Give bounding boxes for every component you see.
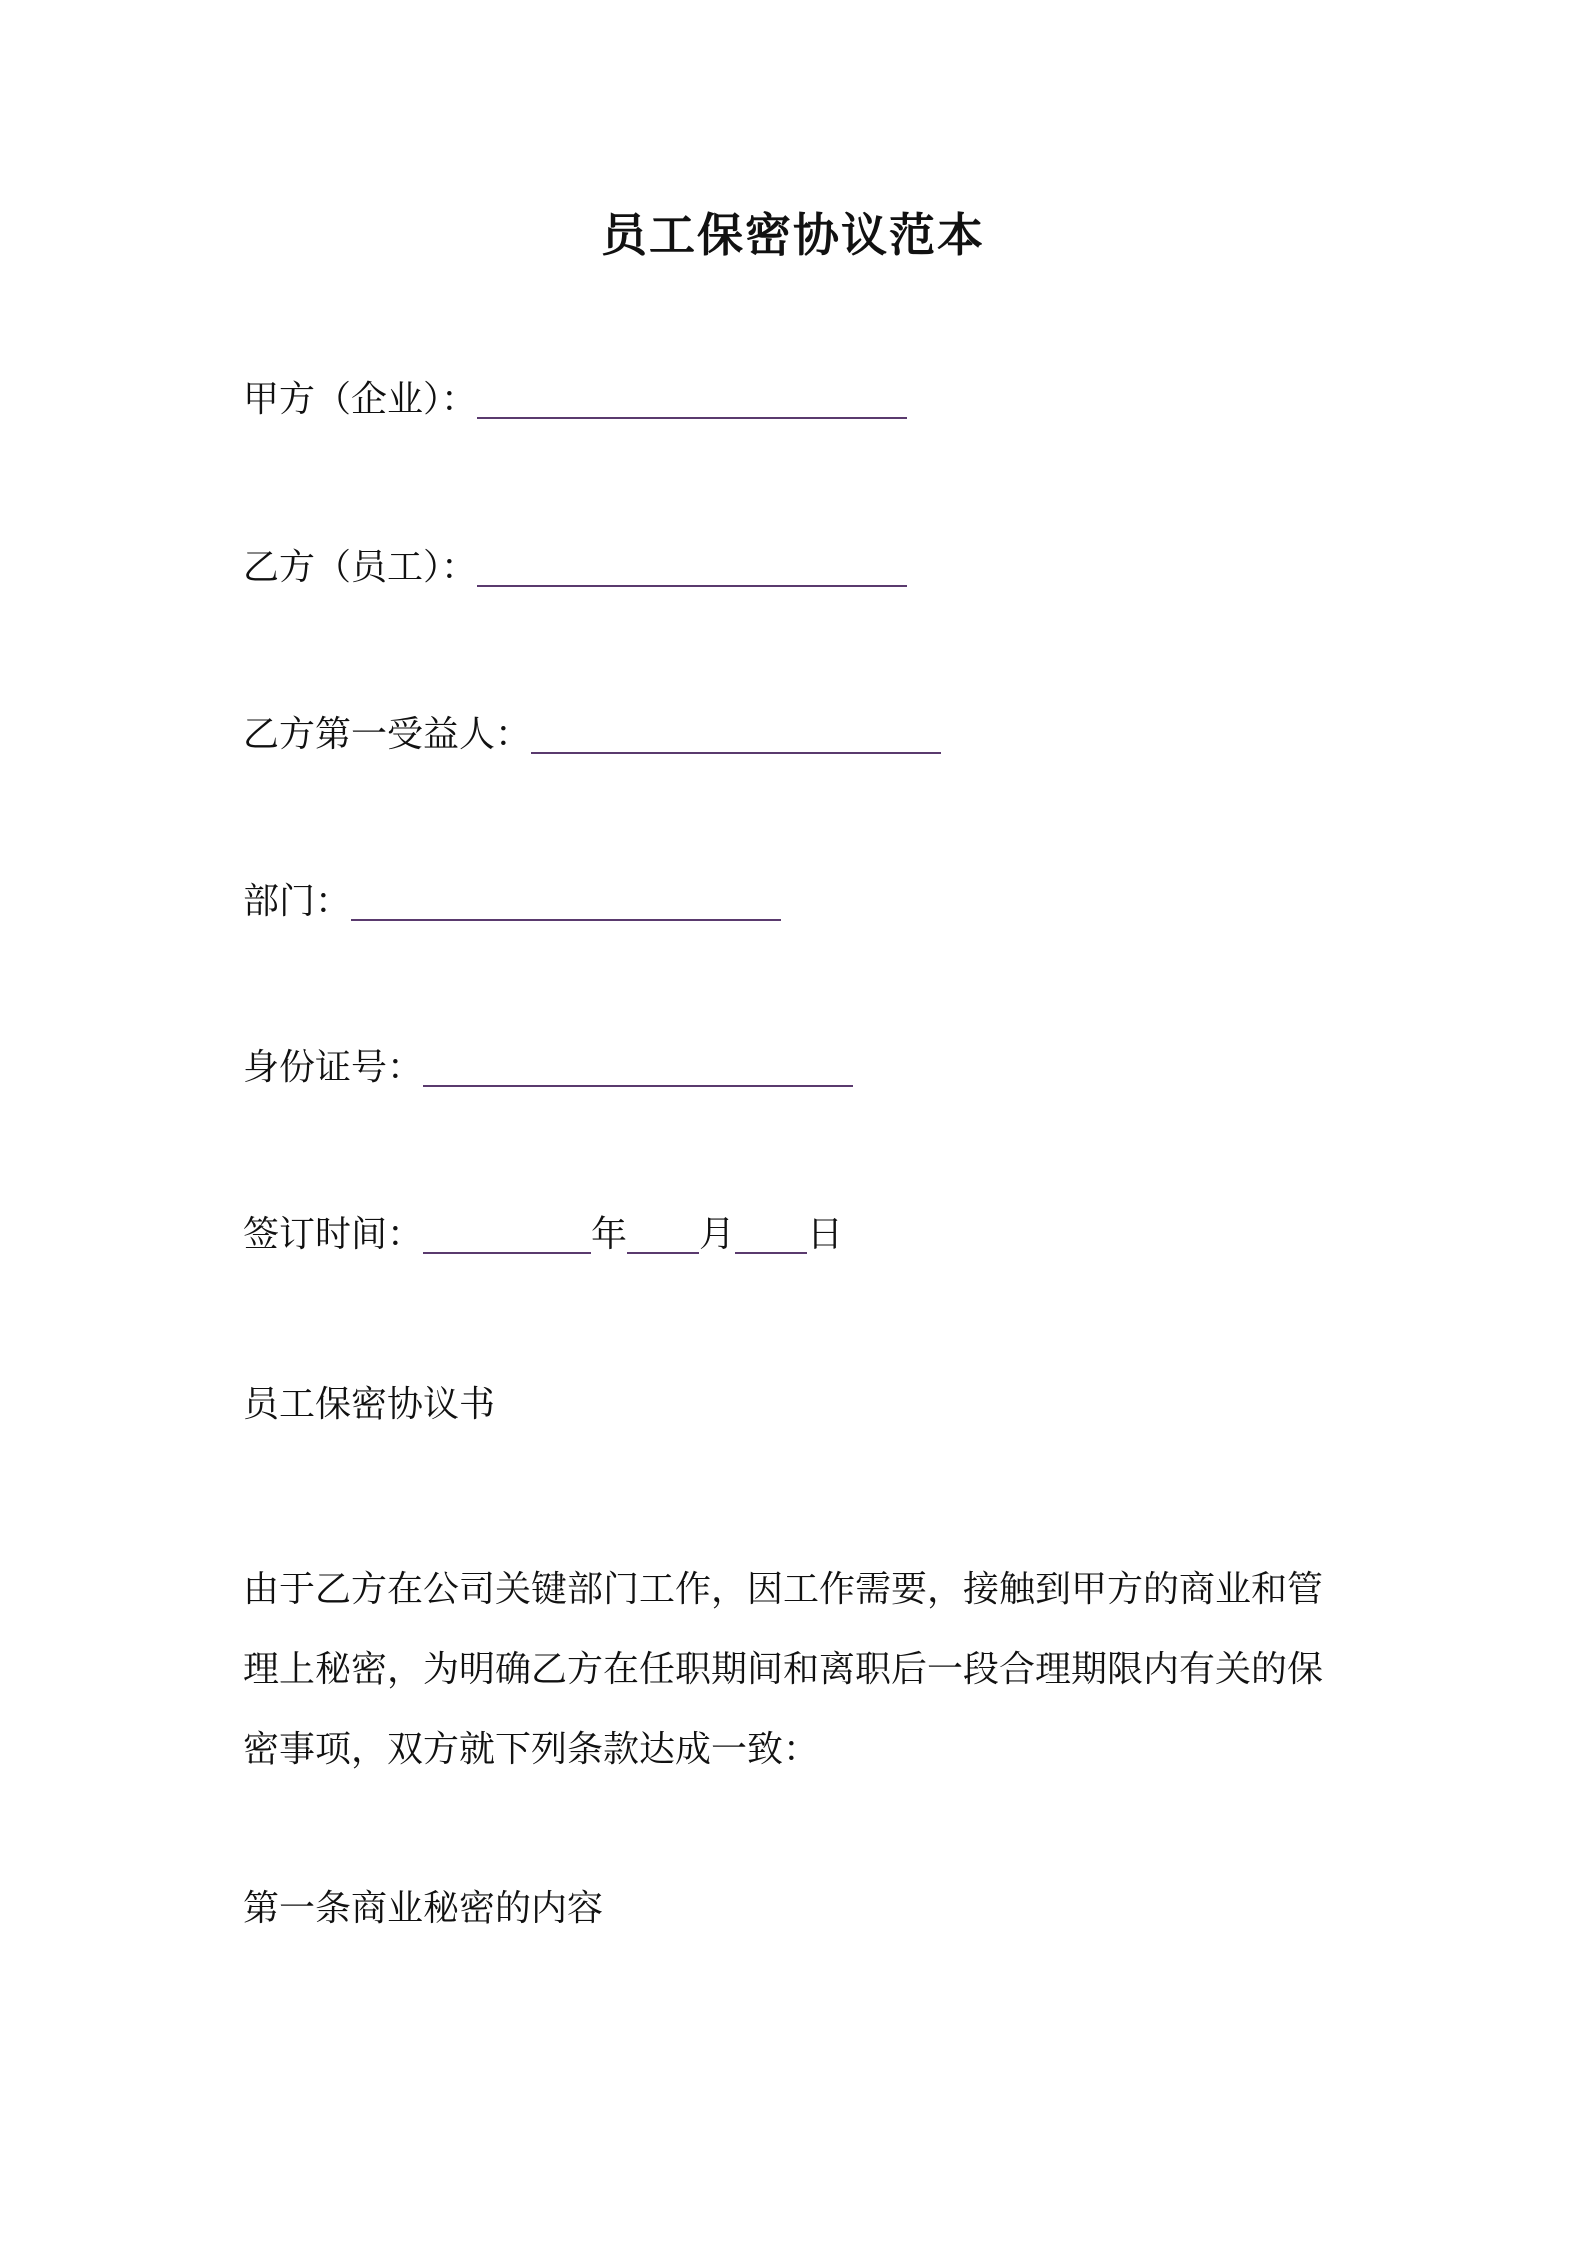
beneficiary-label: 乙方第一受益人： — [243, 714, 532, 755]
party-b-label: 乙方（员工）： — [243, 547, 478, 588]
year-label: 年 — [591, 1214, 628, 1255]
beneficiary-blank-line[interactable] — [531, 716, 941, 754]
year-blank-line[interactable] — [423, 1216, 591, 1254]
document-title: 员工保密协议范本 — [601, 208, 985, 262]
sign-date-label: 签订时间： — [243, 1214, 424, 1255]
sign-date-field — [243, 1210, 843, 1260]
id-number-label: 身份证号： — [243, 1047, 424, 1088]
day-label: 日 — [807, 1214, 844, 1255]
beneficiary-field — [243, 710, 941, 760]
party-a-blank-line[interactable] — [477, 381, 907, 419]
party-a-label: 甲方（企业）： — [243, 379, 478, 420]
section-heading: 员工保密协议书 — [243, 1384, 496, 1425]
party-b-blank-line[interactable] — [477, 549, 907, 587]
intro-line: 由于乙方在公司关键部门工作，因工作需要，接触到甲方的商业和管 — [243, 1569, 1324, 1610]
id-number-field — [243, 1043, 853, 1093]
party-b-field — [243, 543, 907, 593]
id-number-blank-line[interactable] — [423, 1049, 853, 1087]
month-label: 月 — [699, 1214, 736, 1255]
department-blank-line[interactable] — [351, 883, 781, 921]
day-blank-line[interactable] — [735, 1216, 807, 1254]
article-1-heading: 第一条商业秘密的内容 — [243, 1888, 604, 1929]
department-label: 部门： — [243, 881, 352, 922]
intro-paragraph — [243, 1550, 1363, 1790]
party-a-field — [243, 375, 907, 425]
intro-line: 理上秘密，为明确乙方在任职期间和离职后一段合理期限内有关的保 — [243, 1649, 1324, 1690]
intro-line: 密事项，双方就下列条款达成一致： — [243, 1729, 820, 1770]
month-blank-line[interactable] — [627, 1216, 699, 1254]
department-field — [243, 877, 781, 927]
